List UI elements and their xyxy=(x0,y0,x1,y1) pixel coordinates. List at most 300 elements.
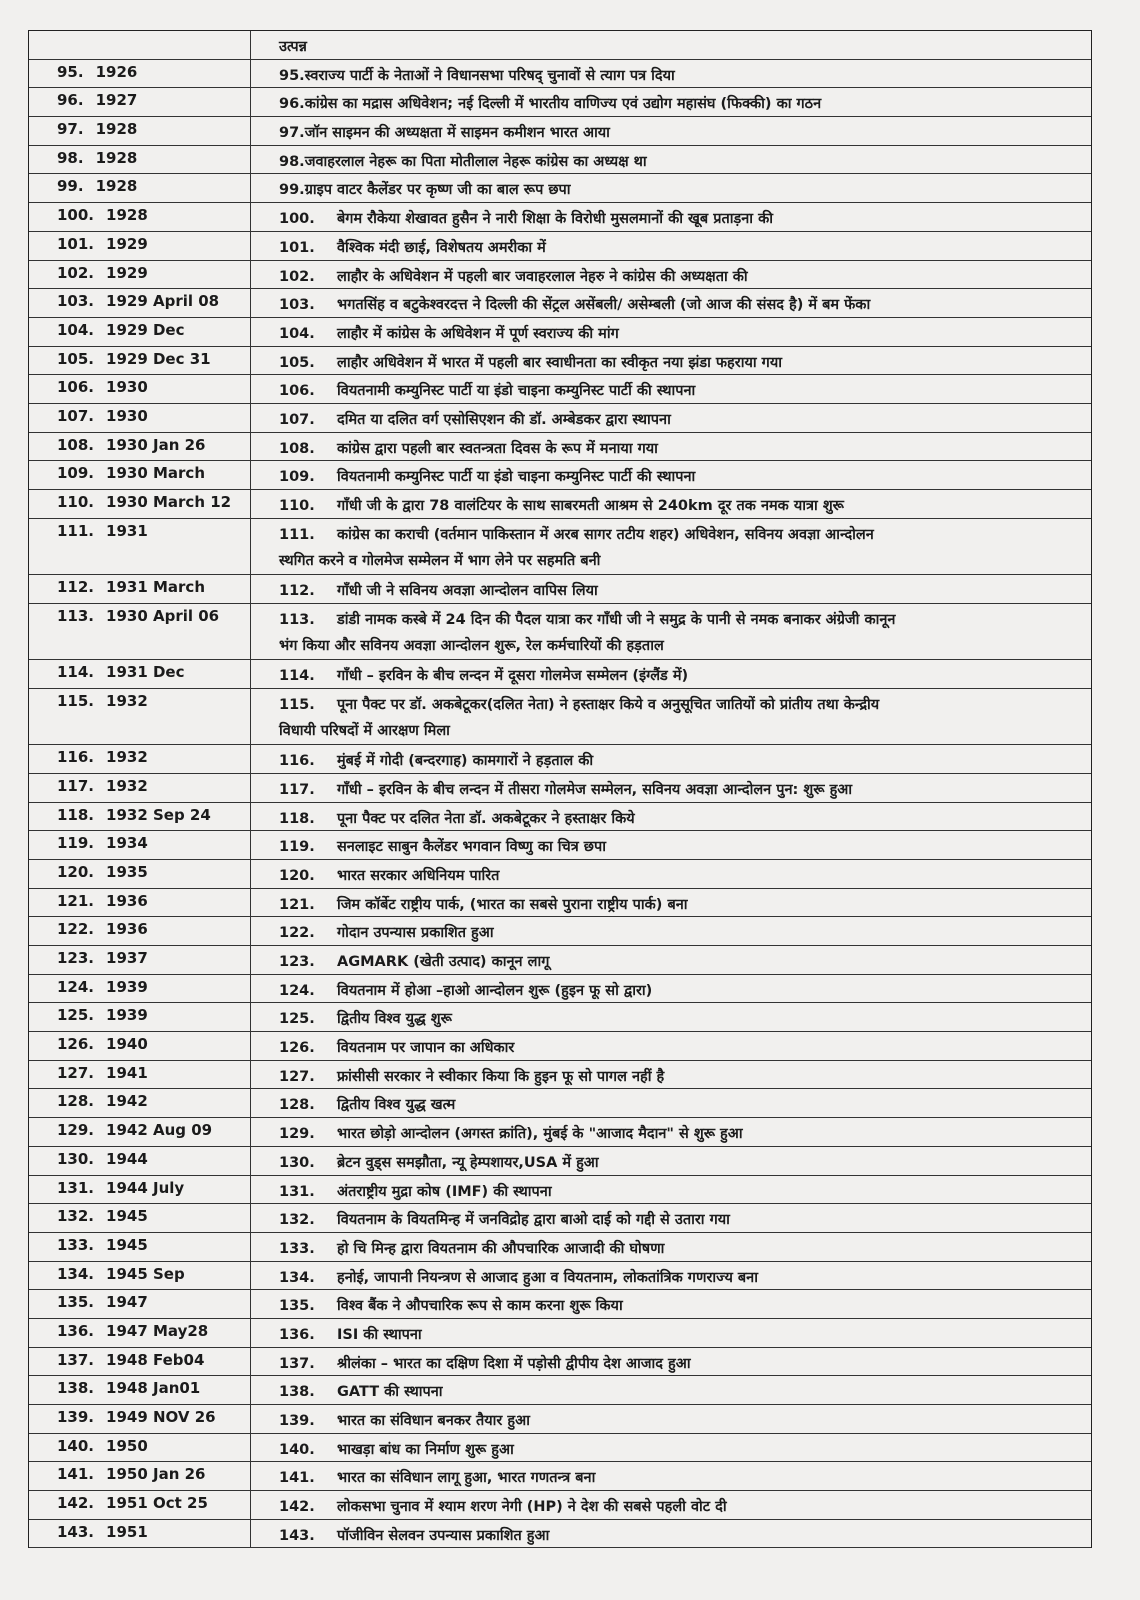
event-text: जॉन साइमन की अध्यक्षता में साइमन कमीशन भारत आया xyxy=(304,125,610,142)
event-cell xyxy=(251,261,1091,289)
date-cell xyxy=(29,860,251,888)
date-cell xyxy=(29,774,251,802)
event-date: 1939 xyxy=(106,977,148,996)
event-date: 1937 xyxy=(106,949,148,968)
date-cell xyxy=(29,1233,251,1261)
date-cell xyxy=(29,745,251,773)
table-row xyxy=(29,1118,1091,1147)
event-number: 100. xyxy=(279,211,315,228)
table-row xyxy=(29,60,1091,89)
date-cell xyxy=(29,60,251,88)
event-cell xyxy=(251,318,1091,346)
event-number: 102. xyxy=(279,268,315,285)
event-cell xyxy=(251,404,1091,432)
row-number: 102. xyxy=(57,263,95,282)
table-row xyxy=(29,1089,1091,1118)
row-number: 115. xyxy=(57,691,95,710)
event-number: 135. xyxy=(279,1298,315,1315)
row-number: 123. xyxy=(57,949,95,968)
date-cell xyxy=(29,1376,251,1404)
table-row xyxy=(29,347,1091,376)
date-cell xyxy=(29,1118,251,1146)
row-number: 129. xyxy=(57,1121,95,1140)
table-row xyxy=(29,975,1091,1004)
table-row xyxy=(29,146,1091,175)
date-cell xyxy=(29,146,251,174)
date-cell xyxy=(29,1462,251,1490)
event-text: जिम कॉर्बेट राष्ट्रीय पार्क, (भारत का सबसे पुराना राष्ट्रीय पार्क) बना xyxy=(337,896,688,913)
event-date: 1940 xyxy=(106,1035,148,1054)
event-date: 1930 xyxy=(106,406,148,425)
event-text: विश्व बैंक ने औपचारिक रूप से काम करना शुरू किया xyxy=(337,1298,623,1315)
date-cell xyxy=(29,88,251,116)
event-cell xyxy=(251,1147,1091,1175)
event-cell xyxy=(251,375,1091,403)
event-text: भारत का संविधान लागू हुआ, भारत गणतन्त्र बना xyxy=(337,1470,596,1487)
date-cell xyxy=(29,117,251,145)
row-number: 101. xyxy=(57,234,95,253)
event-date: 1932 xyxy=(106,691,148,710)
event-number: 139. xyxy=(279,1413,315,1430)
event-cell xyxy=(251,461,1091,489)
event-number: 105. xyxy=(279,354,315,371)
event-number: 136. xyxy=(279,1326,315,1343)
event-cell xyxy=(251,203,1091,231)
event-number: 103. xyxy=(279,297,315,314)
event-text: गाँधी जी के द्वारा 78 वालंटियर के साथ साबरमती आश्रम से 240km दूर तक नमक यात्रा शुरू xyxy=(337,498,844,514)
row-number: 122. xyxy=(57,920,95,939)
event-date: 1928 xyxy=(106,206,148,225)
table-row xyxy=(29,1233,1091,1262)
event-number: 123. xyxy=(279,954,315,971)
table-row xyxy=(29,774,1091,803)
row-number: 96. xyxy=(57,91,84,110)
row-number: 124. xyxy=(57,977,95,996)
row-number: 136. xyxy=(57,1321,95,1340)
event-number: 117. xyxy=(279,781,315,798)
event-text: ब्रेटन वुड्स समझौता, न्यू हेम्पशायर,USA में हुआ xyxy=(337,1154,599,1171)
event-date: 1929 Dec 31 xyxy=(106,349,211,368)
row-number: 100. xyxy=(57,206,95,225)
event-cell xyxy=(251,232,1091,260)
event-date: 1928 xyxy=(95,148,138,167)
event-text: भारत सरकार अधिनियम पारित xyxy=(337,867,500,884)
row-number: 118. xyxy=(57,805,95,824)
table-row xyxy=(29,1376,1091,1405)
row-number: 126. xyxy=(57,1035,95,1054)
date-cell xyxy=(29,1520,251,1548)
event-date: 1929 xyxy=(106,263,148,282)
table-row xyxy=(29,289,1091,318)
event-date: 1947 May28 xyxy=(106,1321,209,1340)
event-number: 137. xyxy=(279,1355,315,1372)
date-cell xyxy=(29,831,251,859)
date-cell xyxy=(29,803,251,831)
event-date: 1945 xyxy=(106,1235,148,1254)
event-cell xyxy=(251,433,1091,461)
event-date: 1950 Jan 26 xyxy=(106,1465,206,1484)
continuation-text: उत्पन्न xyxy=(279,39,307,55)
event-text: पूना पैक्ट पर दलित नेता डॉ. अकबेटूकर ने हस्ताक्षर किये xyxy=(337,810,635,827)
table-row xyxy=(29,1262,1091,1291)
event-date: 1928 xyxy=(95,120,138,139)
row-number: 97. xyxy=(57,120,84,139)
event-cell xyxy=(251,1405,1091,1433)
event-cell xyxy=(251,604,1091,659)
event-cell xyxy=(251,1061,1091,1089)
event-cell xyxy=(251,660,1091,688)
event-cell xyxy=(251,889,1091,917)
row-number: 121. xyxy=(57,891,95,910)
event-cell xyxy=(251,31,1091,59)
event-number: 95. xyxy=(279,67,305,84)
table-row xyxy=(29,203,1091,232)
date-cell xyxy=(29,689,251,744)
event-cell xyxy=(251,689,1091,744)
event-number: 131. xyxy=(279,1183,315,1200)
event-cell xyxy=(251,831,1091,859)
date-cell xyxy=(29,1319,251,1347)
row-number: 114. xyxy=(57,663,95,682)
event-cell xyxy=(251,1032,1091,1060)
table-row xyxy=(29,375,1091,404)
event-text: लोकसभा चुनाव में श्याम शरण नेगी (HP) ने देश की सबसे पहली वोट दी xyxy=(337,1499,727,1516)
date-cell xyxy=(29,289,251,317)
date-cell xyxy=(29,1348,251,1376)
table-row xyxy=(29,404,1091,433)
event-cell xyxy=(251,1176,1091,1204)
date-cell xyxy=(29,975,251,1003)
event-number: 104. xyxy=(279,325,315,342)
event-number: 142. xyxy=(279,1499,315,1516)
event-date: 1948 Feb04 xyxy=(106,1350,205,1369)
table-row xyxy=(29,117,1091,146)
event-text: द्वितीय विश्व युद्ध शुरू xyxy=(337,1011,452,1028)
event-cell xyxy=(251,1319,1091,1347)
event-cell xyxy=(251,117,1091,145)
event-text: ग्राइप वाटर कैलेंडर पर कृष्ण जी का बाल रूप छपा xyxy=(304,182,571,199)
event-text: भगतसिंह व बटुकेश्वरदत्त ने दिल्ली की सेंट्रल असेंबली/ असेम्बली (जो आज की संसद है) में बम फेंका xyxy=(337,297,871,314)
date-cell xyxy=(29,347,251,375)
event-number: 108. xyxy=(279,440,315,457)
row-number: 135. xyxy=(57,1293,95,1312)
event-text: जवाहरलाल नेहरू का पिता मोतीलाल नेहरू कांग्रेस का अध्यक्ष था xyxy=(304,153,647,170)
table-row xyxy=(29,461,1091,490)
table-row xyxy=(29,1462,1091,1491)
event-date: 1931 March xyxy=(106,578,206,597)
table-row xyxy=(29,1204,1091,1233)
row-number: 98. xyxy=(57,148,84,167)
event-text: श्रीलंका – भारत का दक्षिण दिशा में पड़ोसी द्वीपीय देश आजाद हुआ xyxy=(337,1355,691,1372)
event-cell xyxy=(251,917,1091,945)
event-text: लाहौर के अधिवेशन में पहली बार जवाहरलाल नेहरु ने कांग्रेस की अध्यक्षता की xyxy=(337,268,748,285)
date-cell xyxy=(29,575,251,603)
table-row xyxy=(29,318,1091,347)
date-cell xyxy=(29,203,251,231)
row-number: 107. xyxy=(57,406,95,425)
event-date: 1945 Sep xyxy=(106,1264,185,1283)
date-cell xyxy=(29,1204,251,1232)
event-cell xyxy=(251,975,1091,1003)
event-cell xyxy=(251,1462,1091,1490)
event-text: गाँधी जी ने सविनय अवज्ञा आन्दोलन वापिस लिया xyxy=(337,583,598,600)
event-date: 1947 xyxy=(106,1293,148,1312)
event-text: AGMARK (खेती उत्पाद) कानून लागू xyxy=(337,954,550,971)
event-number: 113. xyxy=(279,611,315,628)
table-row xyxy=(29,1147,1091,1176)
event-text: दमित या दलित वर्ग एसोसिएशन की डॉ. अम्बेडकर द्वारा स्थापना xyxy=(337,411,671,428)
event-date: 1929 Dec xyxy=(106,320,185,339)
row-number: 137. xyxy=(57,1350,95,1369)
table-row xyxy=(29,232,1091,261)
event-cell xyxy=(251,860,1091,888)
event-text: वियतनाम के वियतमिन्ह में जनविद्रोह द्वारा बाओ दाई को गद्दी से उतारा गया xyxy=(337,1212,730,1229)
date-cell xyxy=(29,404,251,432)
date-cell xyxy=(29,917,251,945)
event-number: 106. xyxy=(279,383,315,400)
event-date: 1930 Jan 26 xyxy=(106,435,206,454)
event-date: 1942 xyxy=(106,1092,148,1111)
table-row xyxy=(29,831,1091,860)
event-text: लाहौर अधिवेशन में भारत में पहली बार स्वाधीनता का स्वीकृत नया झंडा फहराया गया xyxy=(337,354,782,371)
event-number: 116. xyxy=(279,753,315,770)
event-date: 1926 xyxy=(95,62,138,81)
event-date: 1931 xyxy=(106,521,148,540)
event-number: 118. xyxy=(279,810,315,827)
event-text: स्वराज्य पार्टी के नेताओं ने विधानसभा परिषद् चुनावों से त्याग पत्र दिया xyxy=(304,67,675,84)
event-cell xyxy=(251,1089,1091,1117)
date-cell xyxy=(29,433,251,461)
event-text: गोदान उपन्यास प्रकाशित हुआ xyxy=(337,925,494,942)
row-number: 111. xyxy=(57,521,95,540)
event-number: 96. xyxy=(279,96,305,113)
event-date: 1950 xyxy=(106,1436,148,1455)
event-cell xyxy=(251,803,1091,831)
event-date: 1928 xyxy=(95,177,138,196)
row-number: 112. xyxy=(57,578,95,597)
table-row xyxy=(29,1434,1091,1463)
event-date: 1945 xyxy=(106,1207,148,1226)
event-number: 128. xyxy=(279,1097,315,1114)
event-number: 110. xyxy=(279,498,315,514)
event-number: 114. xyxy=(279,668,315,685)
timeline-table xyxy=(28,30,1092,1548)
event-text: वियतनाम पर जापान का अधिकार xyxy=(337,1040,515,1057)
event-text: वियतनामी कम्युनिस्ट पार्टी या इंडो चाइना कम्युनिस्ट पार्टी की स्थापना xyxy=(337,383,696,400)
row-number: 125. xyxy=(57,1006,95,1025)
row-number: 113. xyxy=(57,606,95,625)
table-row xyxy=(29,889,1091,918)
table-row xyxy=(29,174,1091,203)
event-cell xyxy=(251,1204,1091,1232)
date-cell xyxy=(29,174,251,202)
table-row xyxy=(29,745,1091,774)
table-row xyxy=(29,1032,1091,1061)
event-text: भाखड़ा बांध का निर्माण शुरू हुआ xyxy=(337,1441,514,1458)
event-date: 1936 xyxy=(106,920,148,939)
date-cell xyxy=(29,31,251,59)
row-number: 106. xyxy=(57,378,95,397)
event-cell xyxy=(251,745,1091,773)
table-row xyxy=(29,1003,1091,1032)
event-date: 1951 Oct 25 xyxy=(106,1494,208,1513)
event-date: 1936 xyxy=(106,891,148,910)
event-text: भारत छोड़ो आन्दोलन (अगस्त क्रांति), मुंबई के "आजाद मैदान" से शुरू हुआ xyxy=(337,1126,743,1143)
date-cell xyxy=(29,1147,251,1175)
event-text-continued: विधायी परिषदों में आरक्षण मिला xyxy=(279,722,450,739)
date-cell xyxy=(29,1176,251,1204)
table-row xyxy=(29,1405,1091,1434)
event-number: 121. xyxy=(279,896,315,913)
event-date: 1949 NOV 26 xyxy=(106,1408,216,1427)
event-text: पूना पैक्ट पर डॉ. अकबेटूकर(दलित नेता) ने हस्ताक्षर किये व अनुसूचित जातियों को प्रांतीय तथा केन्द्रीय xyxy=(337,696,880,713)
event-text: वियतनामी कम्युनिस्ट पार्टी या इंडो चाइना कम्युनिस्ट पार्टी की स्थापना xyxy=(337,469,696,486)
date-cell xyxy=(29,318,251,346)
event-number: 125. xyxy=(279,1011,315,1028)
event-cell xyxy=(251,1520,1091,1548)
event-number: 134. xyxy=(279,1269,315,1286)
date-cell xyxy=(29,519,251,574)
event-number: 109. xyxy=(279,469,315,486)
event-cell xyxy=(251,1348,1091,1376)
event-cell xyxy=(251,289,1091,317)
table-row xyxy=(29,433,1091,462)
event-text: कांग्रेस का कराची (वर्तमान पाकिस्तान में अरब सागर तटीय शहर) अधिवेशन, सविनय अवज्ञा आन्दोलन xyxy=(337,526,874,543)
row-number: 132. xyxy=(57,1207,95,1226)
event-date: 1939 xyxy=(106,1006,148,1025)
event-text: गाँधी – इरविन के बीच लन्दन में तीसरा गोलमेज सम्मेलन, सविनय अवज्ञा आन्दोलन पुन: शुरू हुआ xyxy=(337,781,853,798)
row-number: 142. xyxy=(57,1494,95,1513)
date-cell xyxy=(29,1061,251,1089)
date-cell xyxy=(29,261,251,289)
event-cell xyxy=(251,1262,1091,1290)
event-date: 1948 Jan01 xyxy=(106,1379,201,1398)
event-date: 1935 xyxy=(106,862,148,881)
event-cell xyxy=(251,1290,1091,1318)
event-text: बेगम रौकेया शेखावत हुसैन ने नारी शिक्षा के विरोधी मुसलमानों की खूब प्रताड़ना की xyxy=(337,211,773,228)
event-cell xyxy=(251,1491,1091,1519)
event-cell xyxy=(251,1233,1091,1261)
event-text-continued: स्थगित करने व गोलमेज सम्मेलन में भाग लेने पर सहमति बनी xyxy=(279,552,601,569)
table-row xyxy=(29,604,1091,660)
event-cell xyxy=(251,575,1091,603)
event-text: वैश्विक मंदी छाई, विशेषतय अमरीका में xyxy=(337,239,546,256)
table-row xyxy=(29,261,1091,290)
event-date: 1927 xyxy=(95,91,138,110)
date-cell xyxy=(29,1491,251,1519)
event-cell xyxy=(251,519,1091,574)
event-cell xyxy=(251,1003,1091,1031)
event-date: 1932 xyxy=(106,776,148,795)
table-row xyxy=(29,1176,1091,1205)
row-number: 110. xyxy=(57,493,95,511)
date-cell xyxy=(29,946,251,974)
table-row xyxy=(29,917,1091,946)
table-row xyxy=(29,1491,1091,1520)
event-text: फ्रांसीसी सरकार ने स्वीकार किया कि हुइन फू सो पागल नहीं है xyxy=(337,1068,665,1085)
event-text: हो चि मिन्ह द्वारा वियतनाम की औपचारिक आजादी की घोषणा xyxy=(337,1240,665,1257)
event-number: 122. xyxy=(279,925,315,942)
date-cell xyxy=(29,1089,251,1117)
event-number: 126. xyxy=(279,1040,315,1057)
event-number: 132. xyxy=(279,1212,315,1229)
date-cell xyxy=(29,604,251,659)
event-cell xyxy=(251,60,1091,88)
event-text: पॉजीविन सेलवन उपन्यास प्रकाशित हुआ xyxy=(337,1527,550,1544)
table-row xyxy=(29,1290,1091,1319)
date-cell xyxy=(29,889,251,917)
event-text: सनलाइट साबुन कैलेंडर भगवान विष्णु का चित्र छपा xyxy=(337,839,606,856)
date-cell xyxy=(29,1262,251,1290)
event-date: 1951 xyxy=(106,1522,148,1541)
row-number: 130. xyxy=(57,1149,95,1168)
event-text: डांडी नामक कस्बे में 24 दिन की पैदल यात्रा कर गाँधी जी ने समुद्र के पानी से नमक बनाकर अंग्रेजी कानून xyxy=(337,611,896,628)
event-number: 99. xyxy=(279,182,305,199)
row-number: 134. xyxy=(57,1264,95,1283)
event-cell xyxy=(251,174,1091,202)
event-date: 1944 July xyxy=(106,1178,185,1197)
event-text: कांग्रेस का मद्रास अधिवेशन; नई दिल्ली में भारतीय वाणिज्य एवं उद्योग महासंघ (फिक्की) का गठन xyxy=(304,96,822,113)
date-cell xyxy=(29,1290,251,1318)
row-number: 117. xyxy=(57,776,95,795)
event-cell xyxy=(251,490,1091,518)
event-date: 1930 March xyxy=(106,464,206,483)
table-row xyxy=(29,689,1091,745)
event-number: 107. xyxy=(279,411,315,428)
table-row xyxy=(29,575,1091,604)
date-cell xyxy=(29,660,251,688)
event-text: GATT की स्थापना xyxy=(337,1384,443,1401)
event-number: 140. xyxy=(279,1441,315,1458)
event-text: हनोई, जापानी नियन्त्रण से आजाद हुआ व वियतनाम, लोकतांत्रिक गणराज्य बना xyxy=(337,1269,758,1286)
event-date: 1934 xyxy=(106,834,148,853)
event-cell xyxy=(251,1434,1091,1462)
event-cell xyxy=(251,1118,1091,1146)
date-cell xyxy=(29,232,251,260)
event-date: 1930 April 06 xyxy=(106,606,220,625)
event-number: 129. xyxy=(279,1126,315,1143)
table-row xyxy=(29,946,1091,975)
table-row xyxy=(29,1520,1091,1549)
row-number: 104. xyxy=(57,320,95,339)
event-date: 1929 xyxy=(106,234,148,253)
event-text: लाहौर में कांग्रेस के अधिवेशन में पूर्ण स्वराज्य की मांग xyxy=(337,325,619,342)
event-text: अंतराष्ट्रीय मुद्रा कोष (IMF) की स्थापना xyxy=(337,1183,552,1200)
row-number: 141. xyxy=(57,1465,95,1484)
event-date: 1942 Aug 09 xyxy=(106,1121,213,1140)
event-date: 1931 Dec xyxy=(106,663,185,682)
event-number: 98. xyxy=(279,153,305,170)
event-text: द्वितीय विश्व युद्ध खत्म xyxy=(337,1097,456,1114)
event-text-continued: भंग किया और सविनय अवज्ञा आन्दोलन शुरू, रेल कर्मचारियों की हड़ताल xyxy=(279,637,664,654)
event-cell xyxy=(251,146,1091,174)
event-number: 124. xyxy=(279,982,315,999)
event-text: गाँधी – इरविन के बीच लन्दन में दूसरा गोलमेज सम्मेलन (इंग्लैंड में) xyxy=(337,668,689,685)
event-number: 138. xyxy=(279,1384,315,1401)
event-number: 119. xyxy=(279,839,315,856)
event-number: 127. xyxy=(279,1068,315,1085)
row-number: 116. xyxy=(57,748,95,767)
event-number: 133. xyxy=(279,1240,315,1257)
table-row-continuation xyxy=(29,31,1091,60)
row-number: 95. xyxy=(57,62,84,81)
row-number: 120. xyxy=(57,862,95,881)
event-cell xyxy=(251,946,1091,974)
event-number: 130. xyxy=(279,1154,315,1171)
row-number: 119. xyxy=(57,834,95,853)
event-date: 1930 March 12 xyxy=(106,493,232,511)
event-number: 111. xyxy=(279,526,315,543)
